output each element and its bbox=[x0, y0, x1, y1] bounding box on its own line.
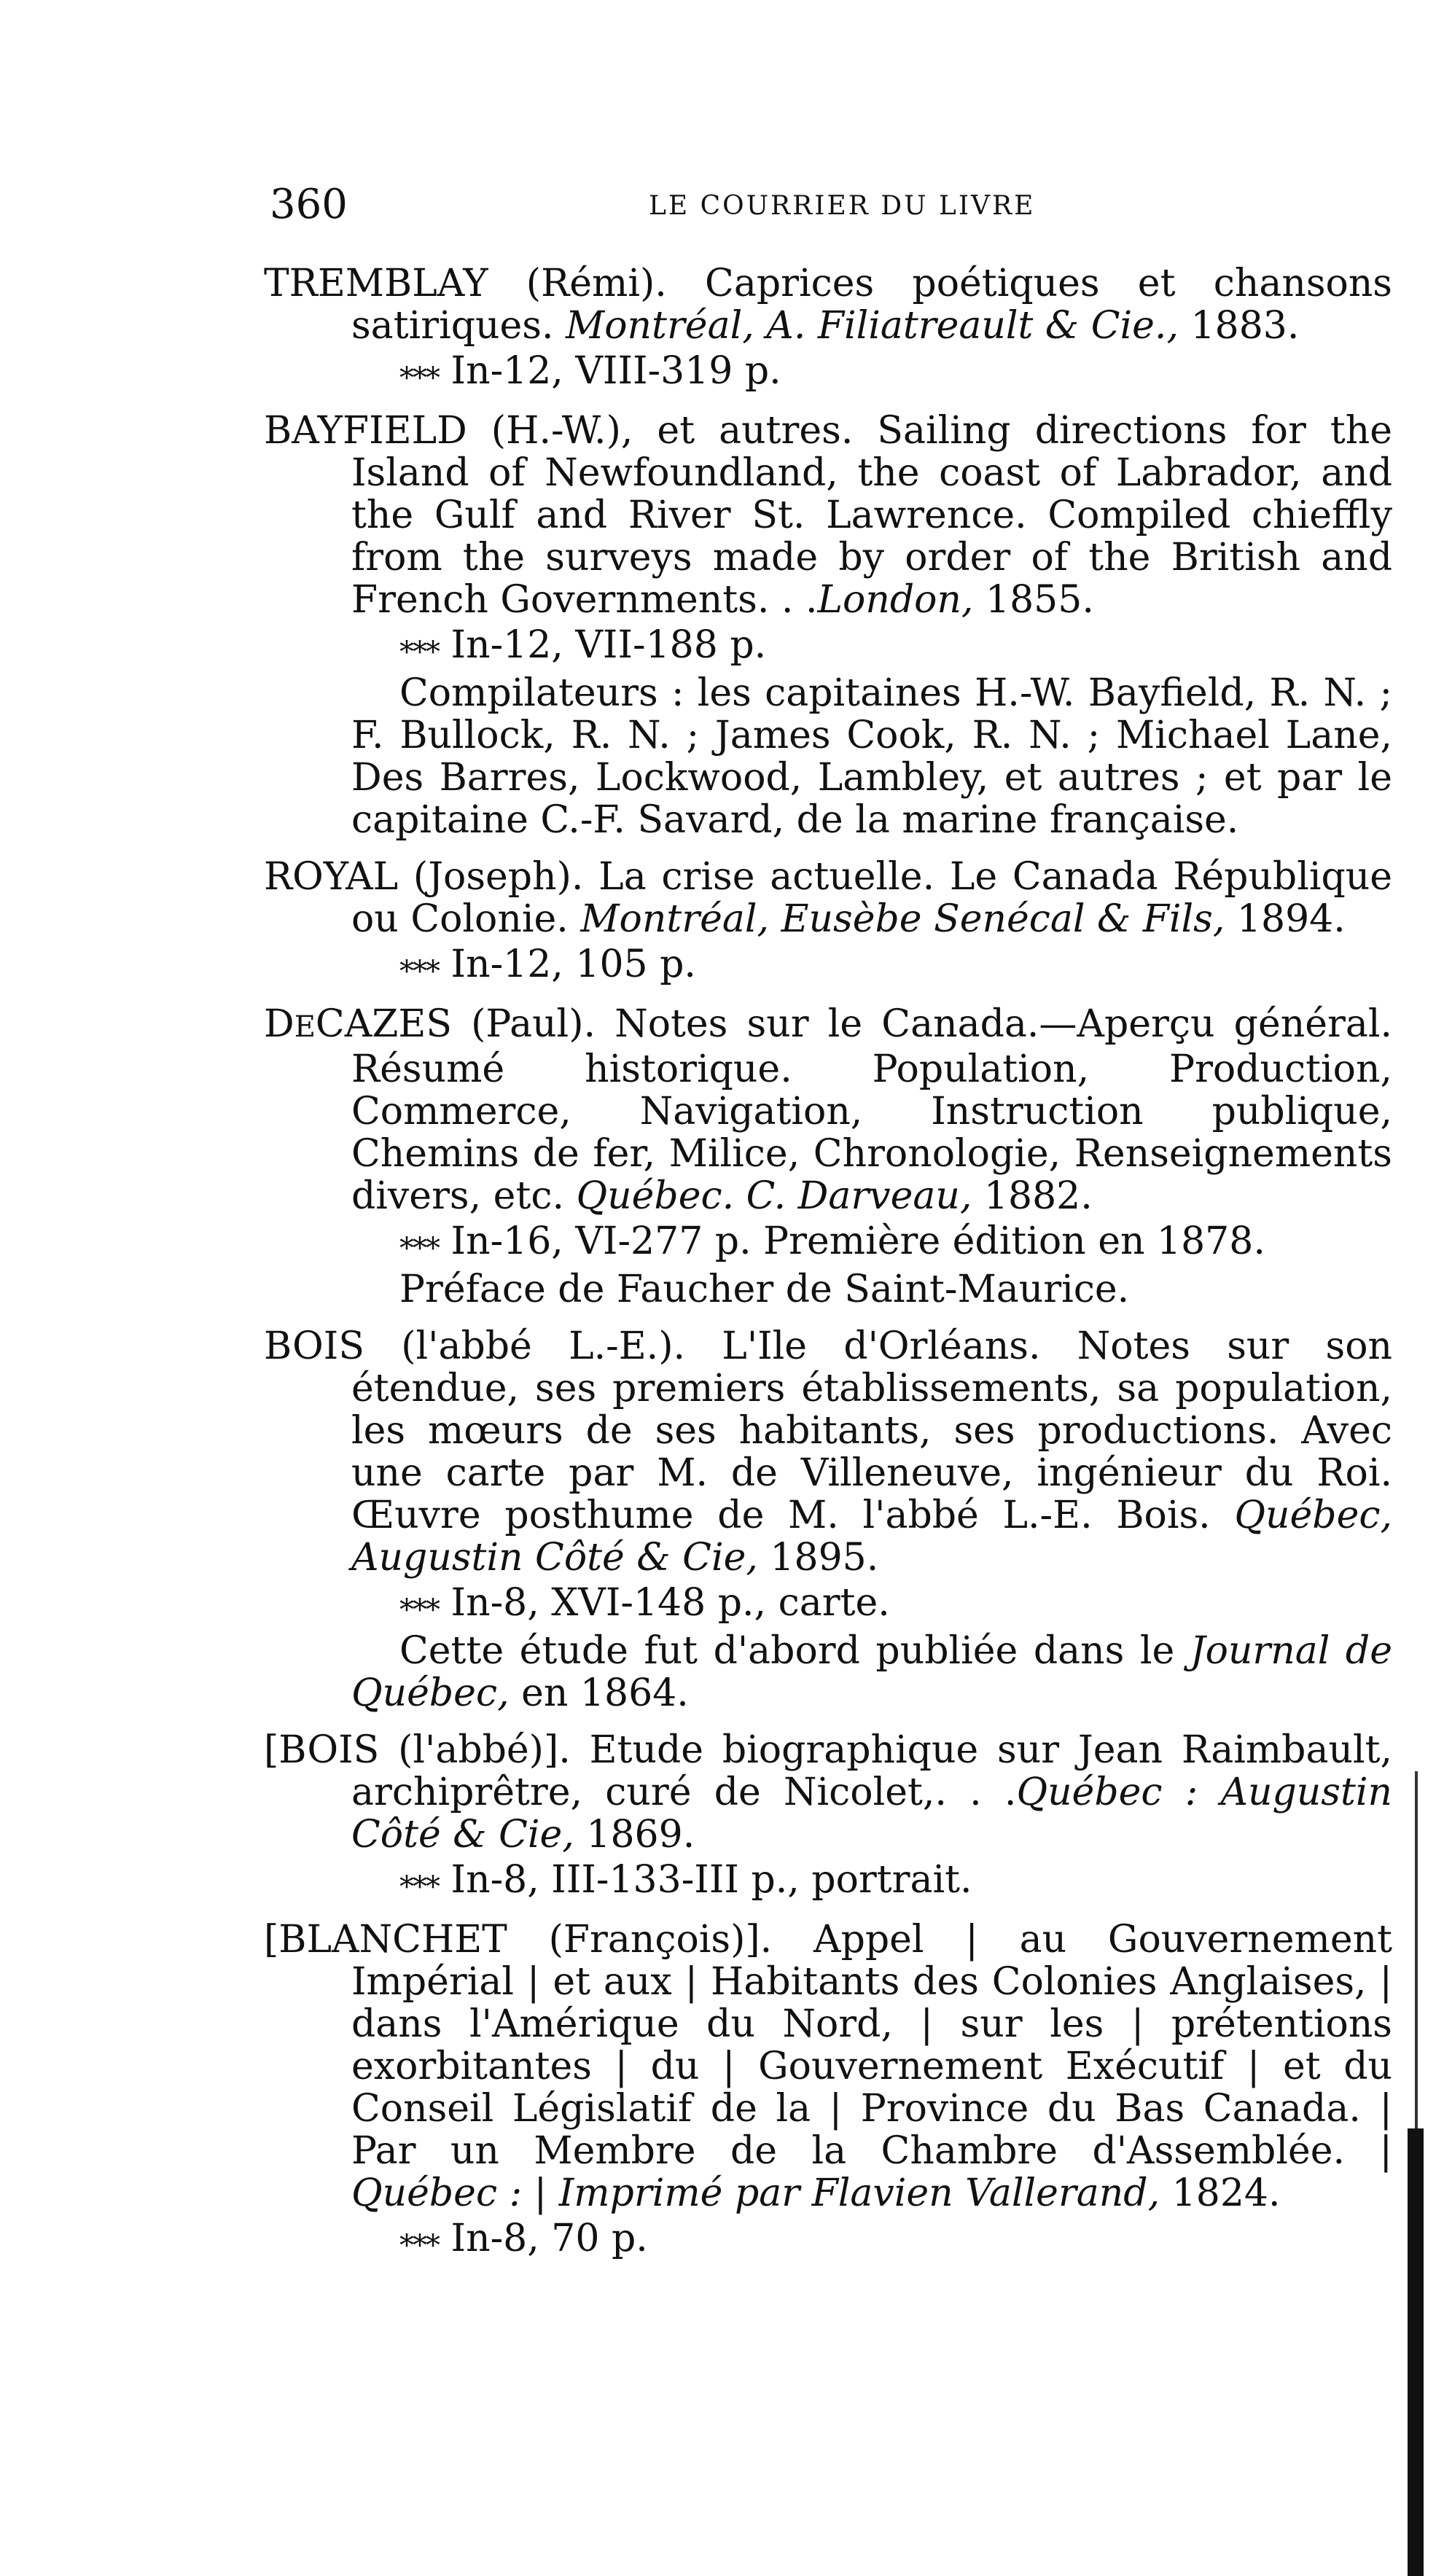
entry-citation bbox=[264, 410, 1392, 621]
entry-imprint: Québec, Augustin Côté & Cie, bbox=[351, 1494, 1393, 1580]
bibliography-list bbox=[264, 262, 1392, 2277]
entry-year: 1883. bbox=[1190, 304, 1300, 348]
entry-title: Etude biographique sur Jean Raimbault, archiprêtre, curé de Nicolet,. . . bbox=[351, 1728, 1392, 1814]
author-initial: D bbox=[264, 1002, 294, 1046]
entry-citation bbox=[264, 262, 1392, 347]
entry-note: Préface de Faucher de Saint-Maurice. bbox=[399, 1268, 1130, 1311]
entry-author: BAYFIELD (H.-W.), et autres. bbox=[264, 409, 854, 453]
entry-bois-ile-orleans bbox=[264, 1325, 1392, 1714]
scan-margin-shadow bbox=[1408, 2128, 1424, 2576]
entry-imprint: Montréal, Eusèbe Senécal & Fils, bbox=[580, 897, 1225, 941]
asterism-icon: *** bbox=[399, 1870, 439, 1904]
entry-imprint: London, bbox=[817, 578, 974, 622]
asterism-icon: *** bbox=[399, 955, 439, 988]
scan-margin-line bbox=[1415, 1771, 1418, 2128]
page-header bbox=[270, 181, 1407, 239]
entry-collation bbox=[264, 624, 1392, 669]
entry-title: Sailing directions for the Island of Newfoundland, the coast of Labrador, and the Gulf and River St. Lawrence. Compiled chieffly from the surveys made by order of the British and French Governments. . . bbox=[351, 409, 1393, 622]
collation-text: In-8, III-133-III p., portrait. bbox=[450, 1858, 972, 1902]
entry-collation bbox=[264, 1582, 1392, 1627]
entry-imprint: Québec. C. Darveau, bbox=[576, 1174, 972, 1218]
entry-citation bbox=[264, 856, 1392, 940]
collation-text: In-12, 105 p. bbox=[450, 942, 696, 986]
entry-imprint: Québec : Augustin Côté & Cie, bbox=[351, 1771, 1392, 1857]
entry-collation bbox=[264, 943, 1392, 988]
entry-royal bbox=[264, 856, 1392, 988]
entry-citation bbox=[264, 1729, 1392, 1856]
author-rest: CAZES (Paul). bbox=[315, 1002, 596, 1046]
entry-decazes bbox=[264, 1003, 1392, 1311]
entry-note: Compilateurs : les capitaines H.-W. Bayfield, R. N. ; F. Bullock, R. N. ; James Cook, R. N. ; Michael Lane, Des Barres, Lockwood, Lambley, et autres ; et par le capitaine C.-F. Savard, de la marine française. bbox=[351, 671, 1392, 842]
asterism-icon: *** bbox=[399, 1593, 439, 1627]
entry-imprint: Montréal, A. Filiatreault & Cie., bbox=[566, 304, 1179, 348]
entry-author: TREMBLAY (Rémi). bbox=[264, 262, 667, 305]
entry-citation bbox=[264, 1919, 1392, 2214]
entry-blanchet bbox=[264, 1919, 1392, 2263]
collation-text: In-16, VI-277 p. Première édition en 1878. bbox=[450, 1219, 1265, 1263]
entry-year: 1824. bbox=[1171, 2171, 1281, 2215]
running-title: LE COURRIER DU LIVRE bbox=[649, 191, 1036, 221]
entry-collation bbox=[264, 2217, 1392, 2263]
entry-year: 1869. bbox=[586, 1813, 695, 1857]
entry-title: Appel | au Gouvernement Impérial | et aux | Habitants des Colonies Anglaises, | dans l'Amérique du Nord, | sur les | prétentions exorbitantes | du | Gouvernement Exécutif | et du Conseil Législatif de la | Province du Bas Canada. | Par un Membre de la Chambre d'Assemblée. | bbox=[351, 1918, 1392, 2173]
entry-tremblay bbox=[264, 262, 1392, 395]
entry-collation bbox=[264, 1859, 1392, 1904]
entry-citation bbox=[264, 1003, 1392, 1217]
collation-text: In-8, 70 p. bbox=[450, 2217, 648, 2260]
entry-year: 1882. bbox=[983, 1174, 1093, 1218]
asterism-icon: *** bbox=[399, 362, 439, 395]
entry-author bbox=[264, 1002, 596, 1046]
entry-title: La crise actuelle. Le Canada République ou Colonie. bbox=[351, 855, 1393, 941]
entry-title: Caprices poétiques et chansons satiriques. bbox=[351, 262, 1392, 348]
entry-bayfield bbox=[264, 410, 1392, 841]
entry-author: [BLANCHET (François)]. bbox=[264, 1918, 773, 1962]
entry-note bbox=[264, 1630, 1392, 1714]
asterism-icon: *** bbox=[399, 636, 439, 669]
entry-citation bbox=[264, 1325, 1392, 1579]
entry-collation bbox=[264, 1220, 1392, 1265]
note-journal-title: Journal de Québec, bbox=[351, 1629, 1392, 1715]
entry-year: 1855. bbox=[985, 578, 1094, 622]
entry-collation bbox=[264, 350, 1392, 395]
entry-title: Notes sur le Canada.—Aperçu général. Résumé historique. Population, Production, Commerce, Navigation, Instruction publique, Chemins de fer, Milice, Chronologie, Renseignements divers, etc. bbox=[351, 1002, 1392, 1218]
note-text: Cette étude fut d'abord publiée dans le bbox=[399, 1629, 1175, 1673]
asterism-icon: *** bbox=[399, 2229, 439, 2263]
author-small-caps: E bbox=[294, 1010, 316, 1044]
entry-author: ROYAL (Joseph). bbox=[264, 855, 584, 899]
collation-text: In-12, VIII-319 p. bbox=[450, 349, 781, 393]
asterism-icon: *** bbox=[399, 1232, 439, 1265]
page-number: 360 bbox=[270, 181, 348, 228]
entry-author: [BOIS (l'abbé)]. bbox=[264, 1728, 571, 1772]
note-date: en 1864. bbox=[521, 1671, 689, 1715]
collation-text: In-12, VII-188 p. bbox=[450, 623, 767, 667]
entry-title: L'Ile d'Orléans. Notes sur son étendue, ses premiers établissements, sa population, les mœurs de ses habitants, ses productions. Avec une carte par M. de Villeneuve, ingénieur du Roi. Œuvre posthume de M. l'abbé L.-E. Bois. bbox=[351, 1324, 1393, 1537]
entry-year: 1894. bbox=[1236, 897, 1346, 941]
collation-text: In-8, XVI-148 p., carte. bbox=[450, 1581, 890, 1625]
entry-author: BOIS (l'abbé L.-E.). bbox=[264, 1324, 686, 1368]
entry-bois-raimbault bbox=[264, 1729, 1392, 1904]
entry-year: 1895. bbox=[770, 1536, 879, 1580]
entry-imprint: Québec : | Imprimé par Flavien Vallerand, bbox=[351, 2171, 1160, 2215]
